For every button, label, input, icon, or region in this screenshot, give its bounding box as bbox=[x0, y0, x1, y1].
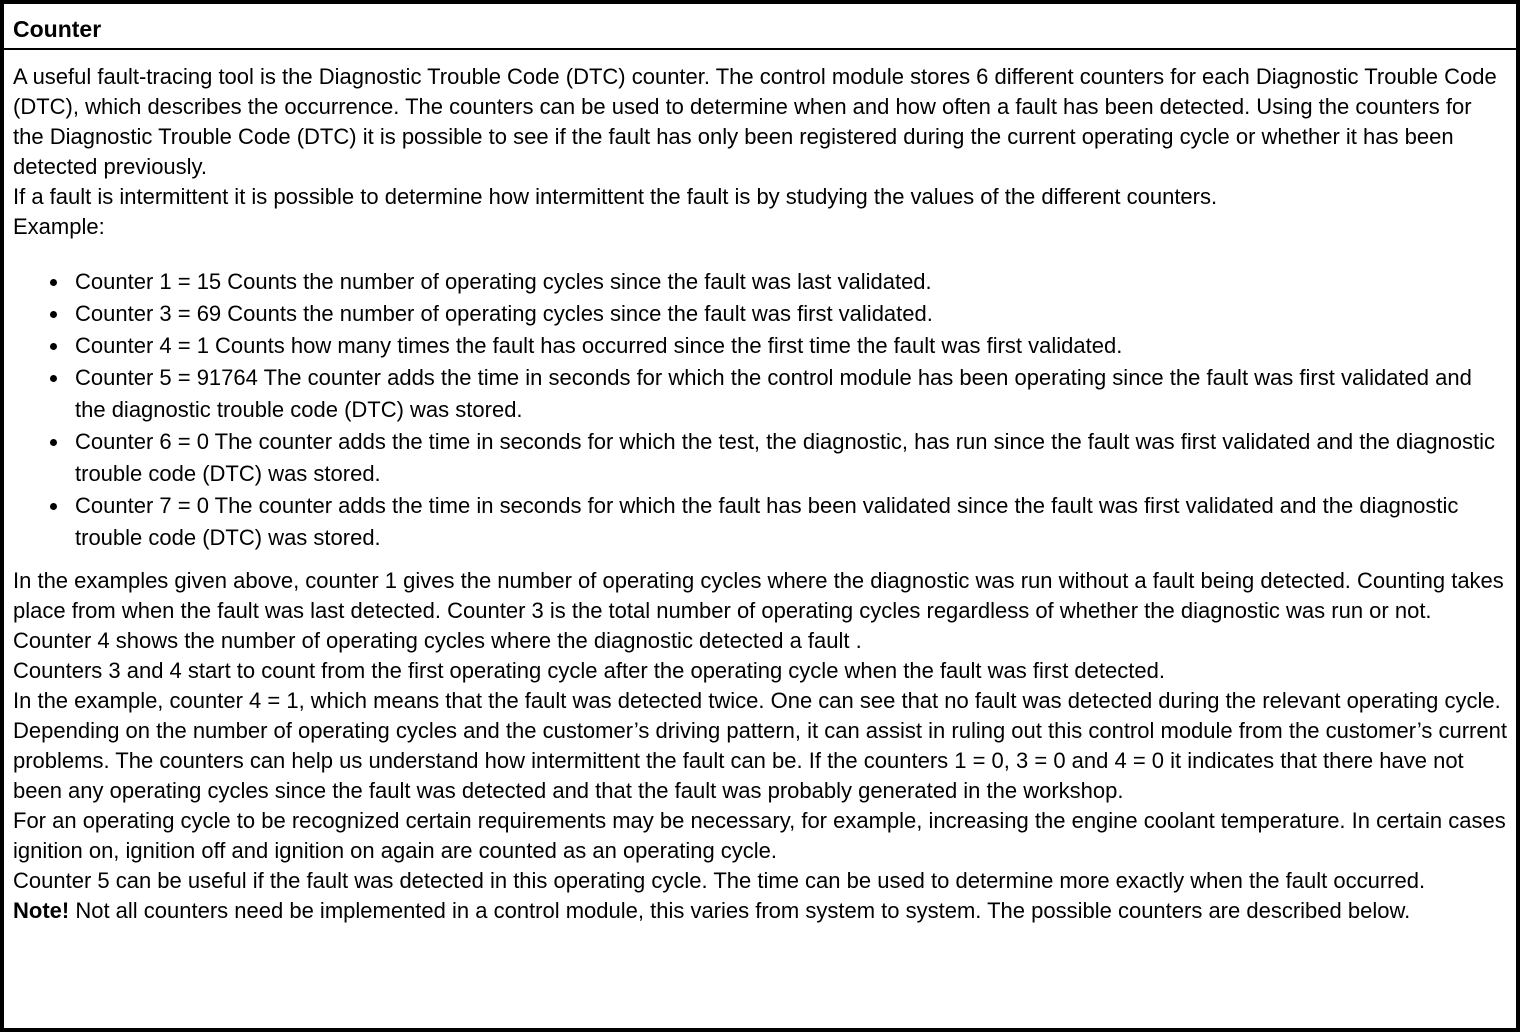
list-item-counter-4: • Counter 4 = 1 Counts how many times the fault has occurred since the first time the fault was first validated. bbox=[70, 330, 1507, 362]
body-paragraph-3: In the example, counter 4 = 1, which means that the fault was detected twice. One can see that no fault was detected during the relevant operating cycle. Depending on the number of operating cycles and the customer’s driving pattern, it can assist in ruling out this control module from the customer’s current problems. The counters can help us understand how intermittent the fault can be. If the counters 1 = 0, 3 = 0 and 4 = 0 it indicates that there have not been any operating cycles since the fault was detected and that the fault was probably generated in the workshop. bbox=[13, 688, 1507, 803]
counter-example-list bbox=[13, 266, 1507, 554]
list-item-counter-5: • Counter 5 = 91764 The counter adds the time in seconds for which the control module has been operating since the fault was first validated and the diagnostic trouble code (DTC) was stored. bbox=[70, 362, 1507, 426]
list-item-counter-6: • Counter 6 = 0 The counter adds the time in seconds for which the test, the diagnostic, has run since the fault was first validated and the diagnostic trouble code (DTC) was stored. bbox=[70, 426, 1507, 490]
body-paragraph-4: For an operating cycle to be recognized certain requirements may be necessary, for example, increasing the engine coolant temperature. In certain cases ignition on, ignition off and ignition on again are counted as an operating cycle. bbox=[13, 808, 1506, 863]
body-paragraph-1: In the examples given above, counter 1 gives the number of operating cycles where the diagnostic was run without a fault being detected. Counting takes place from when the fault was last detected. Counter 3 is the total number of operating cycles regardless of whether the diagnostic was run or not. Counter 4 shows the number of operating cycles where the diagnostic detected a fault . bbox=[13, 568, 1504, 653]
note-label: Note! bbox=[13, 898, 70, 923]
list-item-counter-3: • Counter 3 = 69 Counts the number of operating cycles since the fault was first validated. bbox=[70, 298, 1507, 330]
intro-paragraph-2: If a fault is intermittent it is possible to determine how intermittent the fault is by studying the values of the different counters. bbox=[13, 184, 1218, 209]
document-header bbox=[4, 4, 1516, 50]
note-text: Not all counters need be implemented in a control module, this varies from system to system. The possible counters are described below. bbox=[69, 898, 1411, 923]
example-heading: Example: bbox=[13, 214, 105, 239]
document-body bbox=[4, 50, 1516, 934]
body-paragraph-5: Counter 5 can be useful if the fault was detected in this operating cycle. The time can be used to determine more exactly when the fault occurred. bbox=[13, 868, 1426, 893]
note-paragraph bbox=[13, 896, 1507, 926]
intro-paragraph-1: A useful fault-tracing tool is the Diagnostic Trouble Code (DTC) counter. The control module stores 6 different counters for each Diagnostic Trouble Code (DTC), which describes the occurrence. The counters can be used to determine when and how often a fault has been detected. Using the counters for the Diagnostic Trouble Code (DTC) it is possible to see if the fault has only been registered during the current operating cycle or whether it has been detected previously. bbox=[13, 64, 1497, 179]
body-paragraph-2: Counters 3 and 4 start to count from the first operating cycle after the operating cycle when the fault was first detected. bbox=[13, 658, 1165, 683]
list-item-counter-7: • Counter 7 = 0 The counter adds the time in seconds for which the fault has been validated since the fault was first validated and the diagnostic trouble code (DTC) was stored. bbox=[70, 490, 1507, 554]
page-title: Counter bbox=[13, 16, 102, 42]
list-item-counter-1: • Counter 1 = 15 Counts the number of operating cycles since the fault was last validated. bbox=[70, 266, 1507, 298]
